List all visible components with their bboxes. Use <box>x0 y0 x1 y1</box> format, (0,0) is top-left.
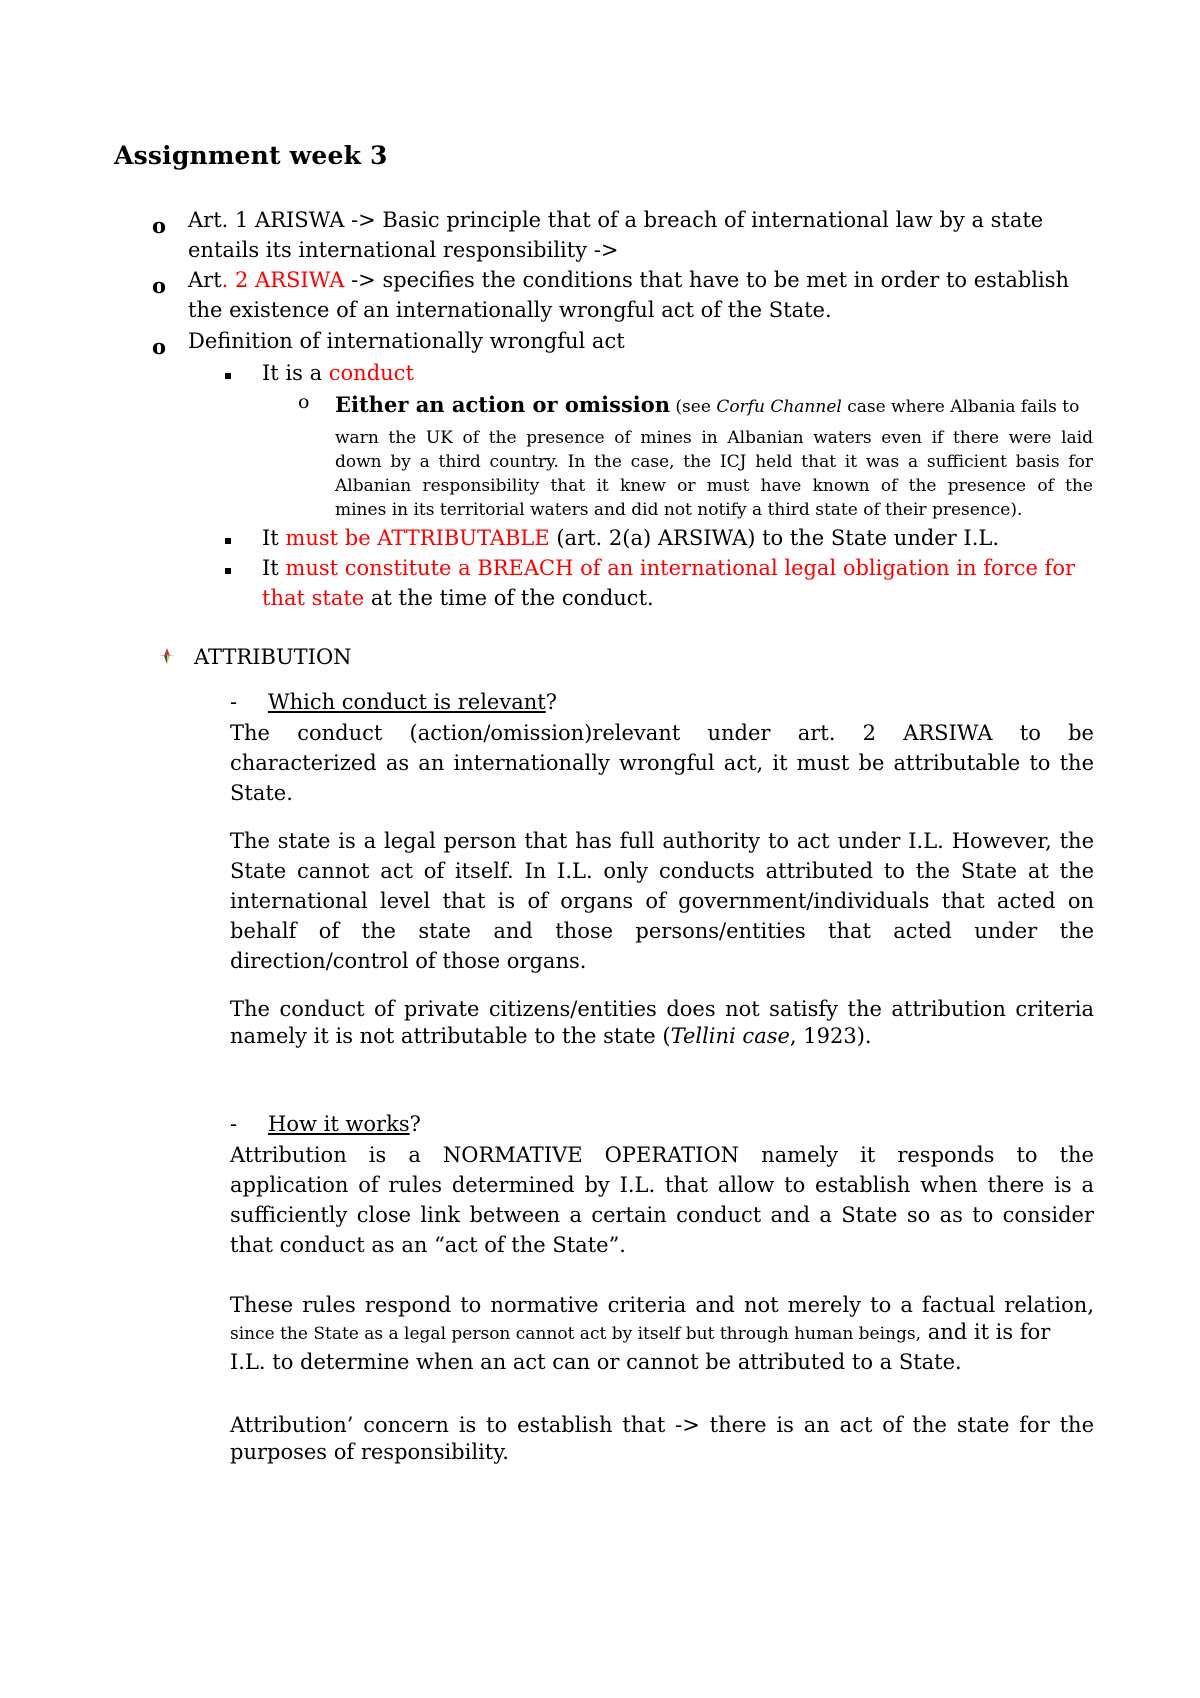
paragraph-text: namely it is not attributable to the state ( <box>230 1024 671 1048</box>
omission-line: down by a third country. In the case, the ICJ held that it was a sufficient basis for <box>335 452 1093 472</box>
bullet-line: Art. 1 ARISWA -> Basic principle that of a breach of international law by a state <box>188 208 1044 232</box>
document-title: Assignment week 3 <box>114 141 388 170</box>
paragraph-line: Attribution is a NORMATIVE OPERATION namely it responds to the <box>230 1143 1094 1167</box>
paragraph-line: Attribution’ concern is to establish that -> there is an act of the state for the <box>230 1413 1094 1437</box>
diamond-arrow-icon <box>158 647 176 665</box>
omission-line: Albanian responsibility that it knew or must have known of the presence of the <box>335 476 1093 496</box>
paragraph-text: , 1923). <box>789 1024 872 1048</box>
paragraph-line: The conduct (action/omission)relevant under art. 2 ARSIWA to be <box>230 721 1094 745</box>
italic-text: Tellini case <box>670 1024 790 1048</box>
paragraph-line: characterized as an internationally wrongful act, it must be attributable to the <box>230 751 1094 775</box>
question-mark: ? <box>409 1112 421 1136</box>
square-bullet-icon <box>225 538 231 544</box>
paragraph-line: that conduct as an “act of the State”. <box>230 1233 626 1257</box>
underlined-text: How it works <box>268 1112 410 1136</box>
bullet-line: Art <box>188 268 222 292</box>
subsub-marker: o <box>298 391 310 413</box>
subbullet-line: (art. 2(a) ARSIWA) to the State under I.L. <box>549 526 1000 550</box>
bullet-text: Definition of internationally wrongful act <box>188 329 625 353</box>
small-text: since the State as a legal person cannot act by itself but through human beings, <box>230 1324 922 1344</box>
subbullet-line: It <box>262 526 286 550</box>
paragraph-line: international level that is of organs of government/individuals that acted on <box>230 889 1094 913</box>
omission-line-1 <box>335 392 1095 417</box>
question-heading <box>268 690 557 714</box>
bullet-text: the existence of an internationally wrongful act of the State. <box>188 298 832 322</box>
question-heading <box>268 1112 421 1136</box>
bullet-text <box>188 268 1069 292</box>
paragraph-line: State cannot act of itself. In I.L. only conducts attributed to the State at the <box>230 859 1094 883</box>
omission-line: mines in its territorial waters and did not notify a third state of their presence). <box>335 500 1023 520</box>
subbullet-line: It is a <box>262 361 329 385</box>
bullet-marker: o <box>152 213 167 238</box>
paragraph-line: direction/control of those organs. <box>230 949 587 973</box>
subbullet-text <box>262 361 414 385</box>
highlight-text: conduct <box>328 361 414 385</box>
omission-line: warn the UK of the presence of mines in Albanian waters even if there were laid <box>335 428 1093 448</box>
paragraph-line: sufficiently close link between a certain conduct and a State so as to consider <box>230 1203 1094 1227</box>
section-heading: ATTRIBUTION <box>194 645 352 669</box>
subbullet-text <box>262 556 1075 580</box>
bullet-marker: o <box>152 273 167 298</box>
paragraph-line: I.L. to determine when an act can or cannot be attributed to a State. <box>230 1350 962 1374</box>
paragraph-line: These rules respond to normative criteria and not merely to a factual relation, <box>230 1293 1094 1317</box>
paragraph-line: The state is a legal person that has full authority to act under I.L. However, the <box>230 829 1094 853</box>
paragraph-line: purposes of responsibility. <box>230 1440 509 1464</box>
bullet-line: -> specifies the conditions that have to be met in order to establish <box>344 268 1070 292</box>
small-text: (see <box>670 397 717 417</box>
paragraph-line <box>230 1320 1094 1344</box>
paragraph-line: behalf of the state and those persons/entities that acted under the <box>230 919 1094 943</box>
subbullet-text <box>262 586 654 610</box>
highlight-text: . 2 ARSIWA <box>221 268 345 292</box>
small-text: case where Albania fails to <box>841 397 1080 417</box>
square-bullet-icon <box>225 568 231 574</box>
bullet-text <box>188 208 1088 232</box>
paragraph-line: application of rules determined by I.L. that allow to establish when there is a <box>230 1173 1094 1197</box>
dash-marker: - <box>230 690 238 714</box>
dash-marker: - <box>230 1112 238 1136</box>
italic-text: Corfu Channel <box>716 397 842 417</box>
paragraph-line: The conduct of private citizens/entities does not satisfy the attribution criteria <box>230 997 1094 1021</box>
subbullet-line: It <box>262 556 286 580</box>
square-bullet-icon <box>225 373 231 379</box>
question-mark: ? <box>545 690 557 714</box>
subbullet-line: at the time of the conduct. <box>364 586 654 610</box>
underlined-text: Which conduct is relevant <box>268 690 546 714</box>
highlight-text: that state <box>262 586 365 610</box>
paragraph-line: State. <box>230 781 293 805</box>
bullet-marker: o <box>152 334 167 359</box>
subbullet-text <box>262 526 999 550</box>
highlight-text: must constitute a BREACH of an international legal obligation in force for <box>285 556 1076 580</box>
highlight-text: must be ATTRIBUTABLE <box>285 526 550 550</box>
paragraph-line <box>230 1024 872 1048</box>
paragraph-text: and it is for <box>921 1320 1051 1344</box>
bold-text: Either an action or omission <box>335 392 671 417</box>
bullet-text: entails its international responsibility -> <box>188 238 619 262</box>
